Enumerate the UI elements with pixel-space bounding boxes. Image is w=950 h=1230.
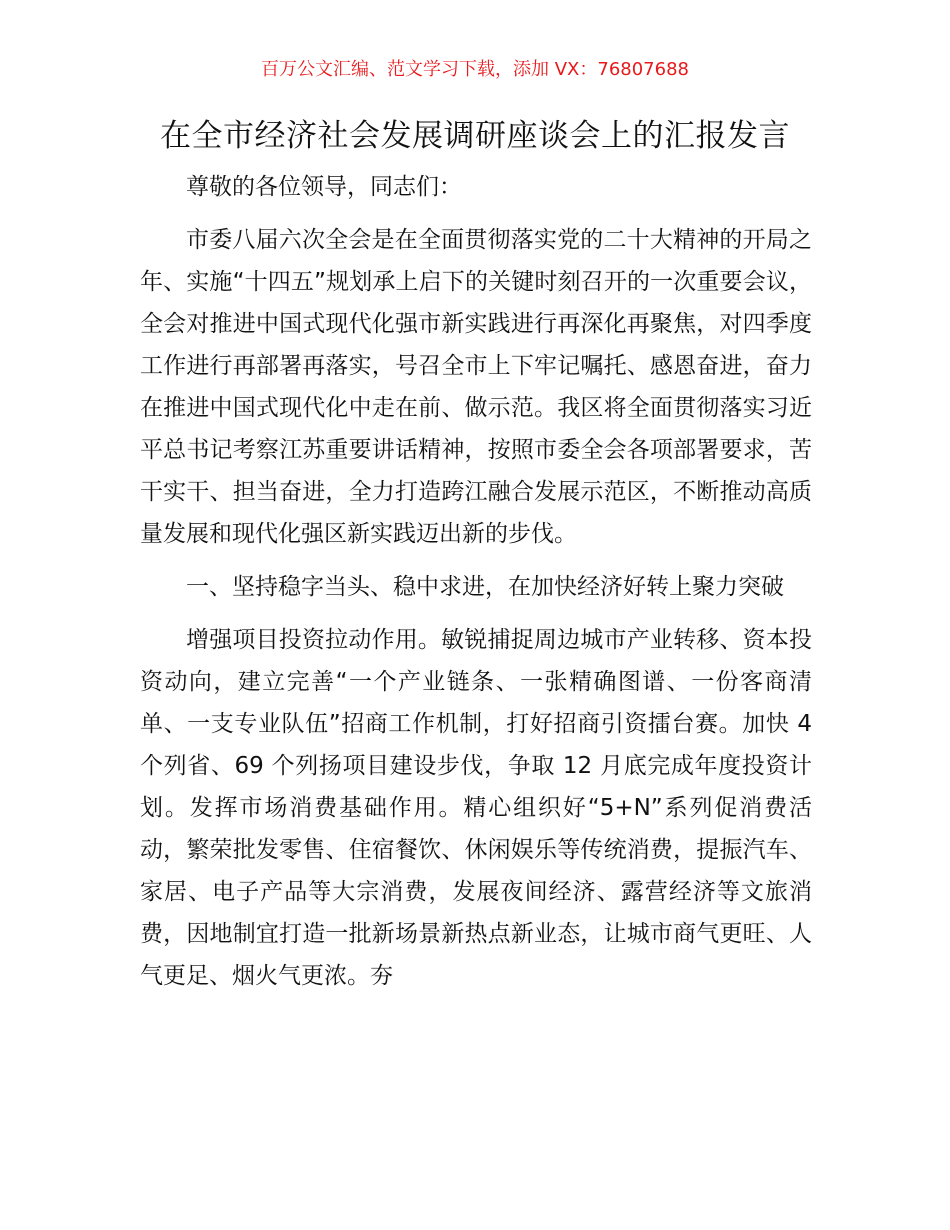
header-watermark-note: 百万公文汇编、范文学习下载，添加 VX：76807688 bbox=[261, 59, 689, 80]
section-1-paragraph: 增强项目投资拉动作用。敏锐捕捉周边城市产业转移、资本投资动向，建立完善“一个产业链条、一张精确图谱、一份客商清单、一支专业队伍”招商工作机制，打好招商引资擂台赛。加快 4 个列省、69 个列扬项目建设步伐，争取 12 月底完成年度投资计划。发挥市场消费基础作用。精心组织好“5+N”系列促消费活动，繁荣批发零售、住宿餐饮、休闲娱乐等传统消费，提振汽车、家居、电子产品等大宗消费，发展夜间经济、露营经济等文旅消费，因地制宜打造一批新场景新热点新业态，让城市商气更旺、人气更足、烟火气更浓。夯 bbox=[140, 627, 812, 989]
intro-paragraph: 市委八届六次全会是在全面贯彻落实党的二十大精神的开局之年、实施“十四五”规划承上启下的关键时刻召开的一次重要会议，全会对推进中国式现代化强市新实践进行再深化再聚焦，对四季度工作进行再部署再落实，号召全市上下牢记嘱托、感恩奋进，奋力在推进中国式现代化中走在前、做示范。我区将全面贯彻落实习近平总书记考察江苏重要讲话精神，按照市委全会各项部署要求，苦干实干、担当奋进，全力打造跨江融合发展示范区，不断推动高质量发展和现代化强区新实践迈出新的步伐。 bbox=[140, 227, 812, 547]
document-title: 在全市经济社会发展调研座谈会上的汇报发言 bbox=[160, 118, 790, 154]
salutation-paragraph: 尊敬的各位领导，同志们： bbox=[186, 174, 462, 200]
section-heading-1: 一、坚持稳字当头、稳中求进，在加快经济好转上聚力突破 bbox=[186, 574, 784, 600]
document-body bbox=[140, 166, 812, 1008]
